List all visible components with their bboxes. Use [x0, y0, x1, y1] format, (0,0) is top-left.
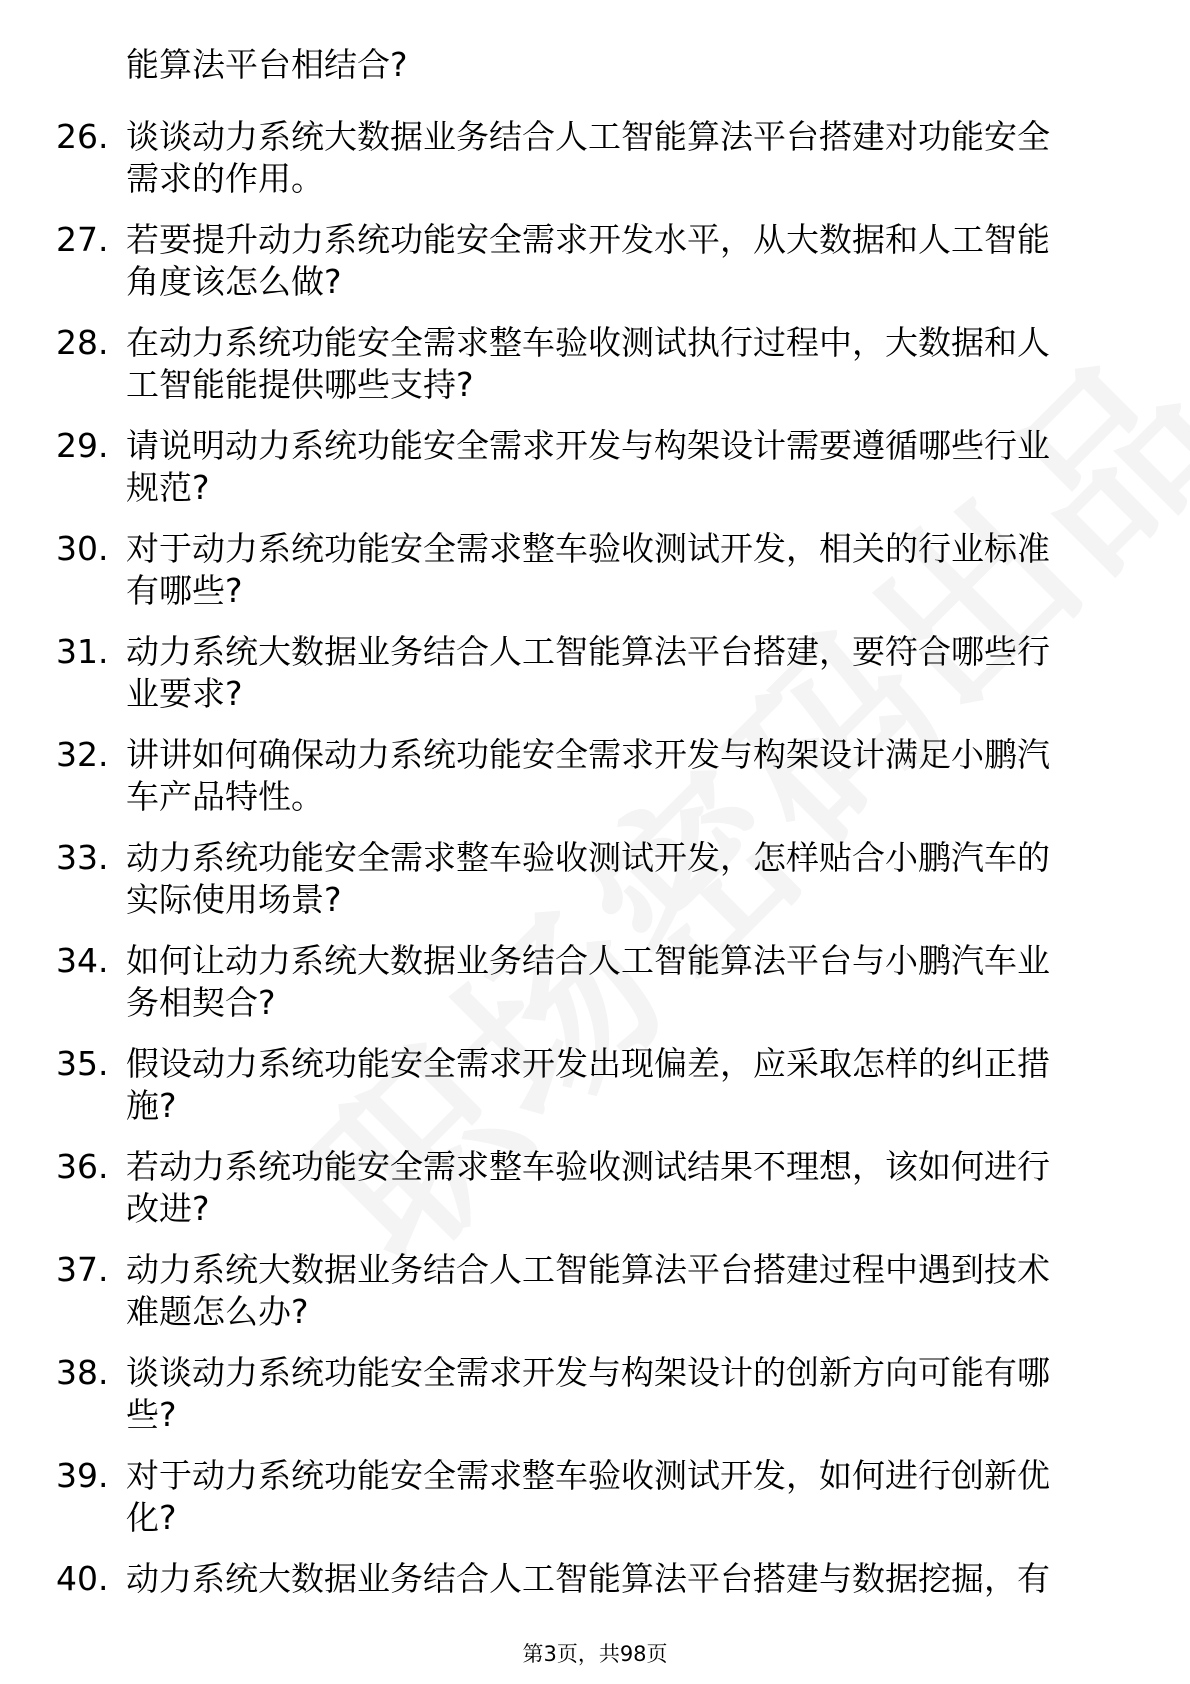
question-number: 35. [56, 1044, 109, 1083]
question-item [0, 631, 1190, 734]
question-line: 车产品特性。 [126, 777, 324, 816]
question-line: 对于动力系统功能安全需求整车验收测试开发，如何进行创新优 [126, 1456, 1050, 1495]
question-number: 30. [56, 529, 109, 568]
question-line: 业要求? [126, 674, 243, 713]
question-number: 29. [56, 426, 109, 465]
question-line: 难题怎么办? [126, 1292, 309, 1331]
question-line: 施? [126, 1086, 177, 1125]
question-text [126, 425, 1126, 509]
question-line: 需求的作用。 [126, 159, 324, 198]
question-item [0, 1249, 1190, 1352]
question-text [126, 837, 1126, 921]
question-item [0, 322, 1190, 425]
question-number: 36. [56, 1147, 109, 1186]
question-line: 工智能能提供哪些支持? [126, 365, 474, 404]
question-line: 务相契合? [126, 983, 276, 1022]
question-list [0, 116, 1190, 1661]
question-item [0, 219, 1190, 322]
continuation-line: 能算法平台相结合? [126, 45, 408, 84]
question-line: 化? [126, 1498, 177, 1537]
question-text [126, 1455, 1126, 1539]
question-number: 27. [56, 220, 109, 259]
question-line: 若动力系统功能安全需求整车验收测试结果不理想，该如何进行 [126, 1147, 1050, 1186]
question-line: 角度该怎么做? [126, 262, 342, 301]
question-item [0, 1352, 1190, 1455]
page-footer: 第3页，共98页 [522, 1642, 668, 1666]
question-text [126, 631, 1126, 715]
question-number: 32. [56, 735, 109, 774]
question-text [126, 1146, 1126, 1230]
question-number: 37. [56, 1250, 109, 1289]
question-number: 38. [56, 1353, 109, 1392]
question-text [126, 734, 1126, 818]
question-line: 讲讲如何确保动力系统功能安全需求开发与构架设计满足小鹏汽 [126, 735, 1050, 774]
question-item [0, 734, 1190, 837]
question-text [126, 116, 1126, 200]
question-line: 在动力系统功能安全需求整车验收测试执行过程中，大数据和人 [126, 323, 1050, 362]
question-line: 动力系统大数据业务结合人工智能算法平台搭建与数据挖掘，有 [126, 1559, 1050, 1598]
question-item [0, 1455, 1190, 1558]
question-number: 40. [56, 1559, 109, 1598]
question-number: 34. [56, 941, 109, 980]
question-line: 如何让动力系统大数据业务结合人工智能算法平台与小鹏汽车业 [126, 941, 1050, 980]
question-item [0, 940, 1190, 1043]
question-number: 26. [56, 117, 109, 156]
question-line: 规范? [126, 468, 210, 507]
question-number: 33. [56, 838, 109, 877]
question-line: 若要提升动力系统功能安全需求开发水平，从大数据和人工智能 [126, 220, 1050, 259]
question-item [0, 116, 1190, 219]
question-line: 实际使用场景? [126, 880, 342, 919]
question-item [0, 425, 1190, 528]
question-line: 改进? [126, 1189, 210, 1228]
question-text [126, 1352, 1126, 1436]
question-line: 动力系统功能安全需求整车验收测试开发，怎样贴合小鹏汽车的 [126, 838, 1050, 877]
question-text [126, 528, 1126, 612]
question-line: 请说明动力系统功能安全需求开发与构架设计需要遵循哪些行业 [126, 426, 1050, 465]
question-text [126, 219, 1126, 303]
question-text [126, 940, 1126, 1024]
question-number: 31. [56, 632, 109, 671]
question-item [0, 1146, 1190, 1249]
question-line: 动力系统大数据业务结合人工智能算法平台搭建，要符合哪些行 [126, 632, 1050, 671]
question-number: 39. [56, 1456, 109, 1495]
question-item [0, 837, 1190, 940]
question-text [126, 1043, 1126, 1127]
question-text [126, 1558, 1126, 1600]
question-item [0, 528, 1190, 631]
question-line: 谈谈动力系统大数据业务结合人工智能算法平台搭建对功能安全 [126, 117, 1050, 156]
question-text [126, 322, 1126, 406]
question-number: 28. [56, 323, 109, 362]
question-line: 有哪些? [126, 571, 243, 610]
question-line: 谈谈动力系统功能安全需求开发与构架设计的创新方向可能有哪 [126, 1353, 1050, 1392]
question-item [0, 1043, 1190, 1146]
question-line: 假设动力系统功能安全需求开发出现偏差，应采取怎样的纠正措 [126, 1044, 1050, 1083]
question-line: 些? [126, 1395, 177, 1434]
question-text [126, 1249, 1126, 1333]
question-line: 对于动力系统功能安全需求整车验收测试开发，相关的行业标准 [126, 529, 1050, 568]
question-line: 动力系统大数据业务结合人工智能算法平台搭建过程中遇到技术 [126, 1250, 1050, 1289]
